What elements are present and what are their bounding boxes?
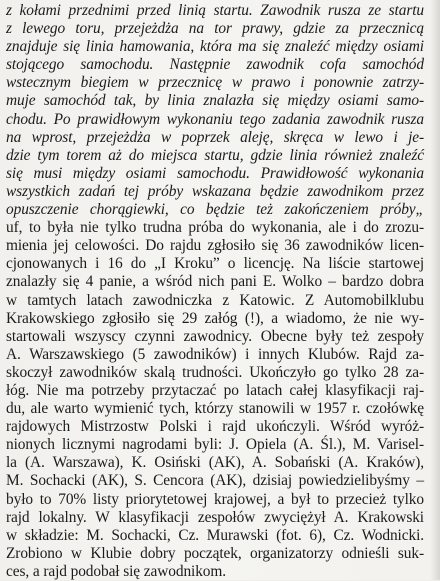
- italic-quote-block: [6, 2, 424, 219]
- text-line: ces, a rajd podobał się zawodnikom.: [6, 562, 227, 580]
- body-paragraph: [6, 219, 424, 581]
- text-line: startowali wszyscy czynni zawodnicy. Obecne były też zespoły: [6, 327, 424, 345]
- text-line: mienia jej celowości. Do rajdu zgłosiło się 36 zawodników licen-: [6, 237, 424, 255]
- text-line: na wprost, przejeżdża w poprzek aleję, skręca w lewo i je-: [6, 128, 424, 146]
- text-line: Krakowskiego zgłosiło się 29 załóg (!), a wiadomo, że nie wy-: [6, 309, 424, 327]
- text-line: w składzie: M. Sochacki, Cz. Murawski (fot. 6), Cz. Wodnicki.: [6, 526, 424, 544]
- text-line: z lewego toru, przejeżdża na tor prawy, gdzie za przecznicą: [6, 20, 424, 38]
- text-line: rajdowych Mistrzostw Polski i rajd ukończyli. Wśród wyróż-: [6, 418, 424, 436]
- text-line: rajd lokalny. W klasyfikacji zespołów zwyciężył A. Krakowski: [6, 508, 424, 526]
- text-line: w tamtych latach zawodniczka z Katowic. Z Automobilklubu: [6, 291, 424, 309]
- text-line: M. Sochacki (AK), S. Cencora (AK), dzisiaj powiedzielibyśmy –: [6, 472, 424, 490]
- text-line: A. Warszawskiego (5 zawodników) i innych Klubów. Rajd za-: [6, 345, 424, 363]
- text-line: wstecznym biegiem w przecznicę w prawo i ponownie zatrzy-: [6, 74, 424, 92]
- text-line: z kołami przednimi przed linią startu. Zawodnik rusza ze startu: [6, 2, 424, 19]
- text-line: stojącego samochodu. Następnie zawodnik cofa samochód: [6, 56, 424, 74]
- page-edge-shadow: [430, 0, 440, 580]
- text-line: muje samochód tak, by linia znalazła się między osiami samo-: [6, 92, 424, 110]
- text-line: łóg. Nie ma potrzeby przytaczać po latach całej klasyfikacji raj-: [6, 381, 424, 399]
- text-line: znajduje się linia hamowania, która ma się znaleźć między osiami: [6, 38, 424, 56]
- text-line: wszystkich zadań tej próby wskazana będzie zawodnikom przez: [6, 182, 424, 200]
- text-line: skoczył zawodników skalą trudności. Ukończyło go tylko 28 za-: [6, 363, 424, 381]
- text-line: cjonowanych i 16 do „I Kroku” o licencję. Na liście startowej: [6, 255, 424, 273]
- text-column: [6, 2, 424, 581]
- text-line: znalazły się 4 panie, a wśród nich pani E. Wolko – bardzo dobra: [6, 273, 424, 291]
- text-line: dzie tym torem aż do miejsca startu, gdzie linia również znaleźć: [6, 146, 424, 164]
- text-line: uf, to była nie tylko trudna próba do wykonania, ale i do zrozu-: [6, 219, 424, 237]
- text-line: się musi między osiami samochodu. Prawidłowość wykonania: [6, 164, 424, 182]
- text-line: du, ale warto wymienić tych, którzy stanowili w 1957 r. czołówkę: [6, 400, 424, 418]
- text-line: opuszczenie chorągiewki, co będzie też zakończeniem próby„: [6, 201, 424, 219]
- text-line: chodu. Po prawidłowym wykonaniu tego zadania zawodnik rusza: [6, 110, 424, 128]
- text-line: nionych licznymi nagrodami byli: J. Opiela (A. Śl.), M. Varisel-: [6, 436, 424, 454]
- text-line: Zrobiono w Klubie dobry początek, organizatorzy odnieśli suk-: [6, 544, 424, 562]
- text-line: było to 70% listy priorytetowej krajowej, a był to przecież tylko: [6, 490, 424, 508]
- text-line: la (A. Warszawa), K. Osiński (AK), A. Sobański (A. Kraków),: [6, 454, 424, 472]
